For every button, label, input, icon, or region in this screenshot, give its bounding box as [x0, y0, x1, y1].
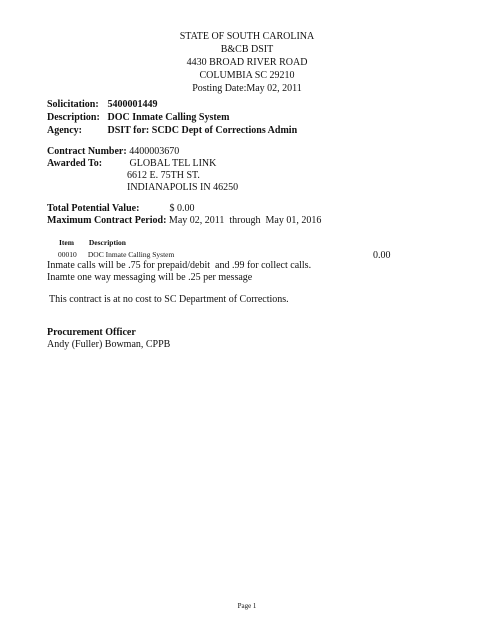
- item-description: DOC Inmate Calling System: [87, 250, 175, 259]
- rate-note-messaging: Inamte one way messaging will be .25 per message: [47, 272, 253, 283]
- total-value-value: $ 0.00: [169, 203, 195, 214]
- max-period-row: [47, 215, 321, 227]
- contract-number-label: Contract Number:: [47, 146, 127, 157]
- description-label: Description:: [47, 112, 100, 123]
- solicitation-value: 5400001449: [107, 99, 158, 110]
- contract-number-row: [47, 146, 179, 158]
- table-row: [58, 250, 174, 259]
- items-table-header: [59, 238, 126, 247]
- page-number: Page 1: [237, 602, 257, 610]
- procurement-officer-name: Andy (Fuller) Bowman, CPPB: [47, 339, 171, 350]
- agency-value: DSIT for: SCDC Dept of Corrections Admin: [107, 125, 298, 136]
- max-period-label: Maximum Contract Period:: [47, 215, 167, 226]
- awardee-name: GLOBAL TEL LINK: [129, 158, 217, 169]
- item-number: 00010: [58, 250, 77, 259]
- description-value: DOC Inmate Calling System: [107, 112, 230, 123]
- cost-note: This contract is at no cost to SC Department of Corrections.: [49, 294, 289, 305]
- solicitation-row: [47, 99, 158, 111]
- item-amount: 0.00: [373, 250, 391, 261]
- header-city: COLUMBIA SC 29210: [199, 70, 295, 81]
- agency-row: [47, 125, 297, 137]
- awarded-to-label: Awarded To:: [47, 158, 103, 169]
- awardee-city: INDIANAPOLIS IN 46250: [127, 182, 239, 193]
- rate-note-calls: Inmate calls will be .75 for prepaid/debit and .99 for collect calls.: [47, 260, 312, 271]
- max-period-value: May 02, 2011 through May 01, 2016: [168, 215, 322, 226]
- procurement-officer-label: Procurement Officer: [47, 327, 136, 338]
- items-header-description: Description: [88, 238, 126, 247]
- header-street: 4430 BROAD RIVER ROAD: [186, 57, 308, 68]
- header-state: STATE OF SOUTH CAROLINA: [179, 31, 315, 42]
- description-row: [47, 112, 229, 124]
- agency-label: Agency:: [47, 125, 82, 136]
- total-value-row: [47, 203, 195, 215]
- header-posting-date: Posting Date:May 02, 2011: [192, 83, 302, 94]
- total-value-label: Total Potential Value:: [47, 203, 140, 214]
- solicitation-label: Solicitation:: [47, 99, 99, 110]
- awardee-street: 6612 E. 75TH ST.: [127, 170, 200, 181]
- header-division: B&CB DSIT: [220, 44, 274, 55]
- awarded-to-row: [47, 158, 216, 170]
- items-header-item: Item: [59, 238, 74, 247]
- agency-header: [0, 30, 494, 95]
- contract-number-value: 4400003670: [129, 146, 180, 157]
